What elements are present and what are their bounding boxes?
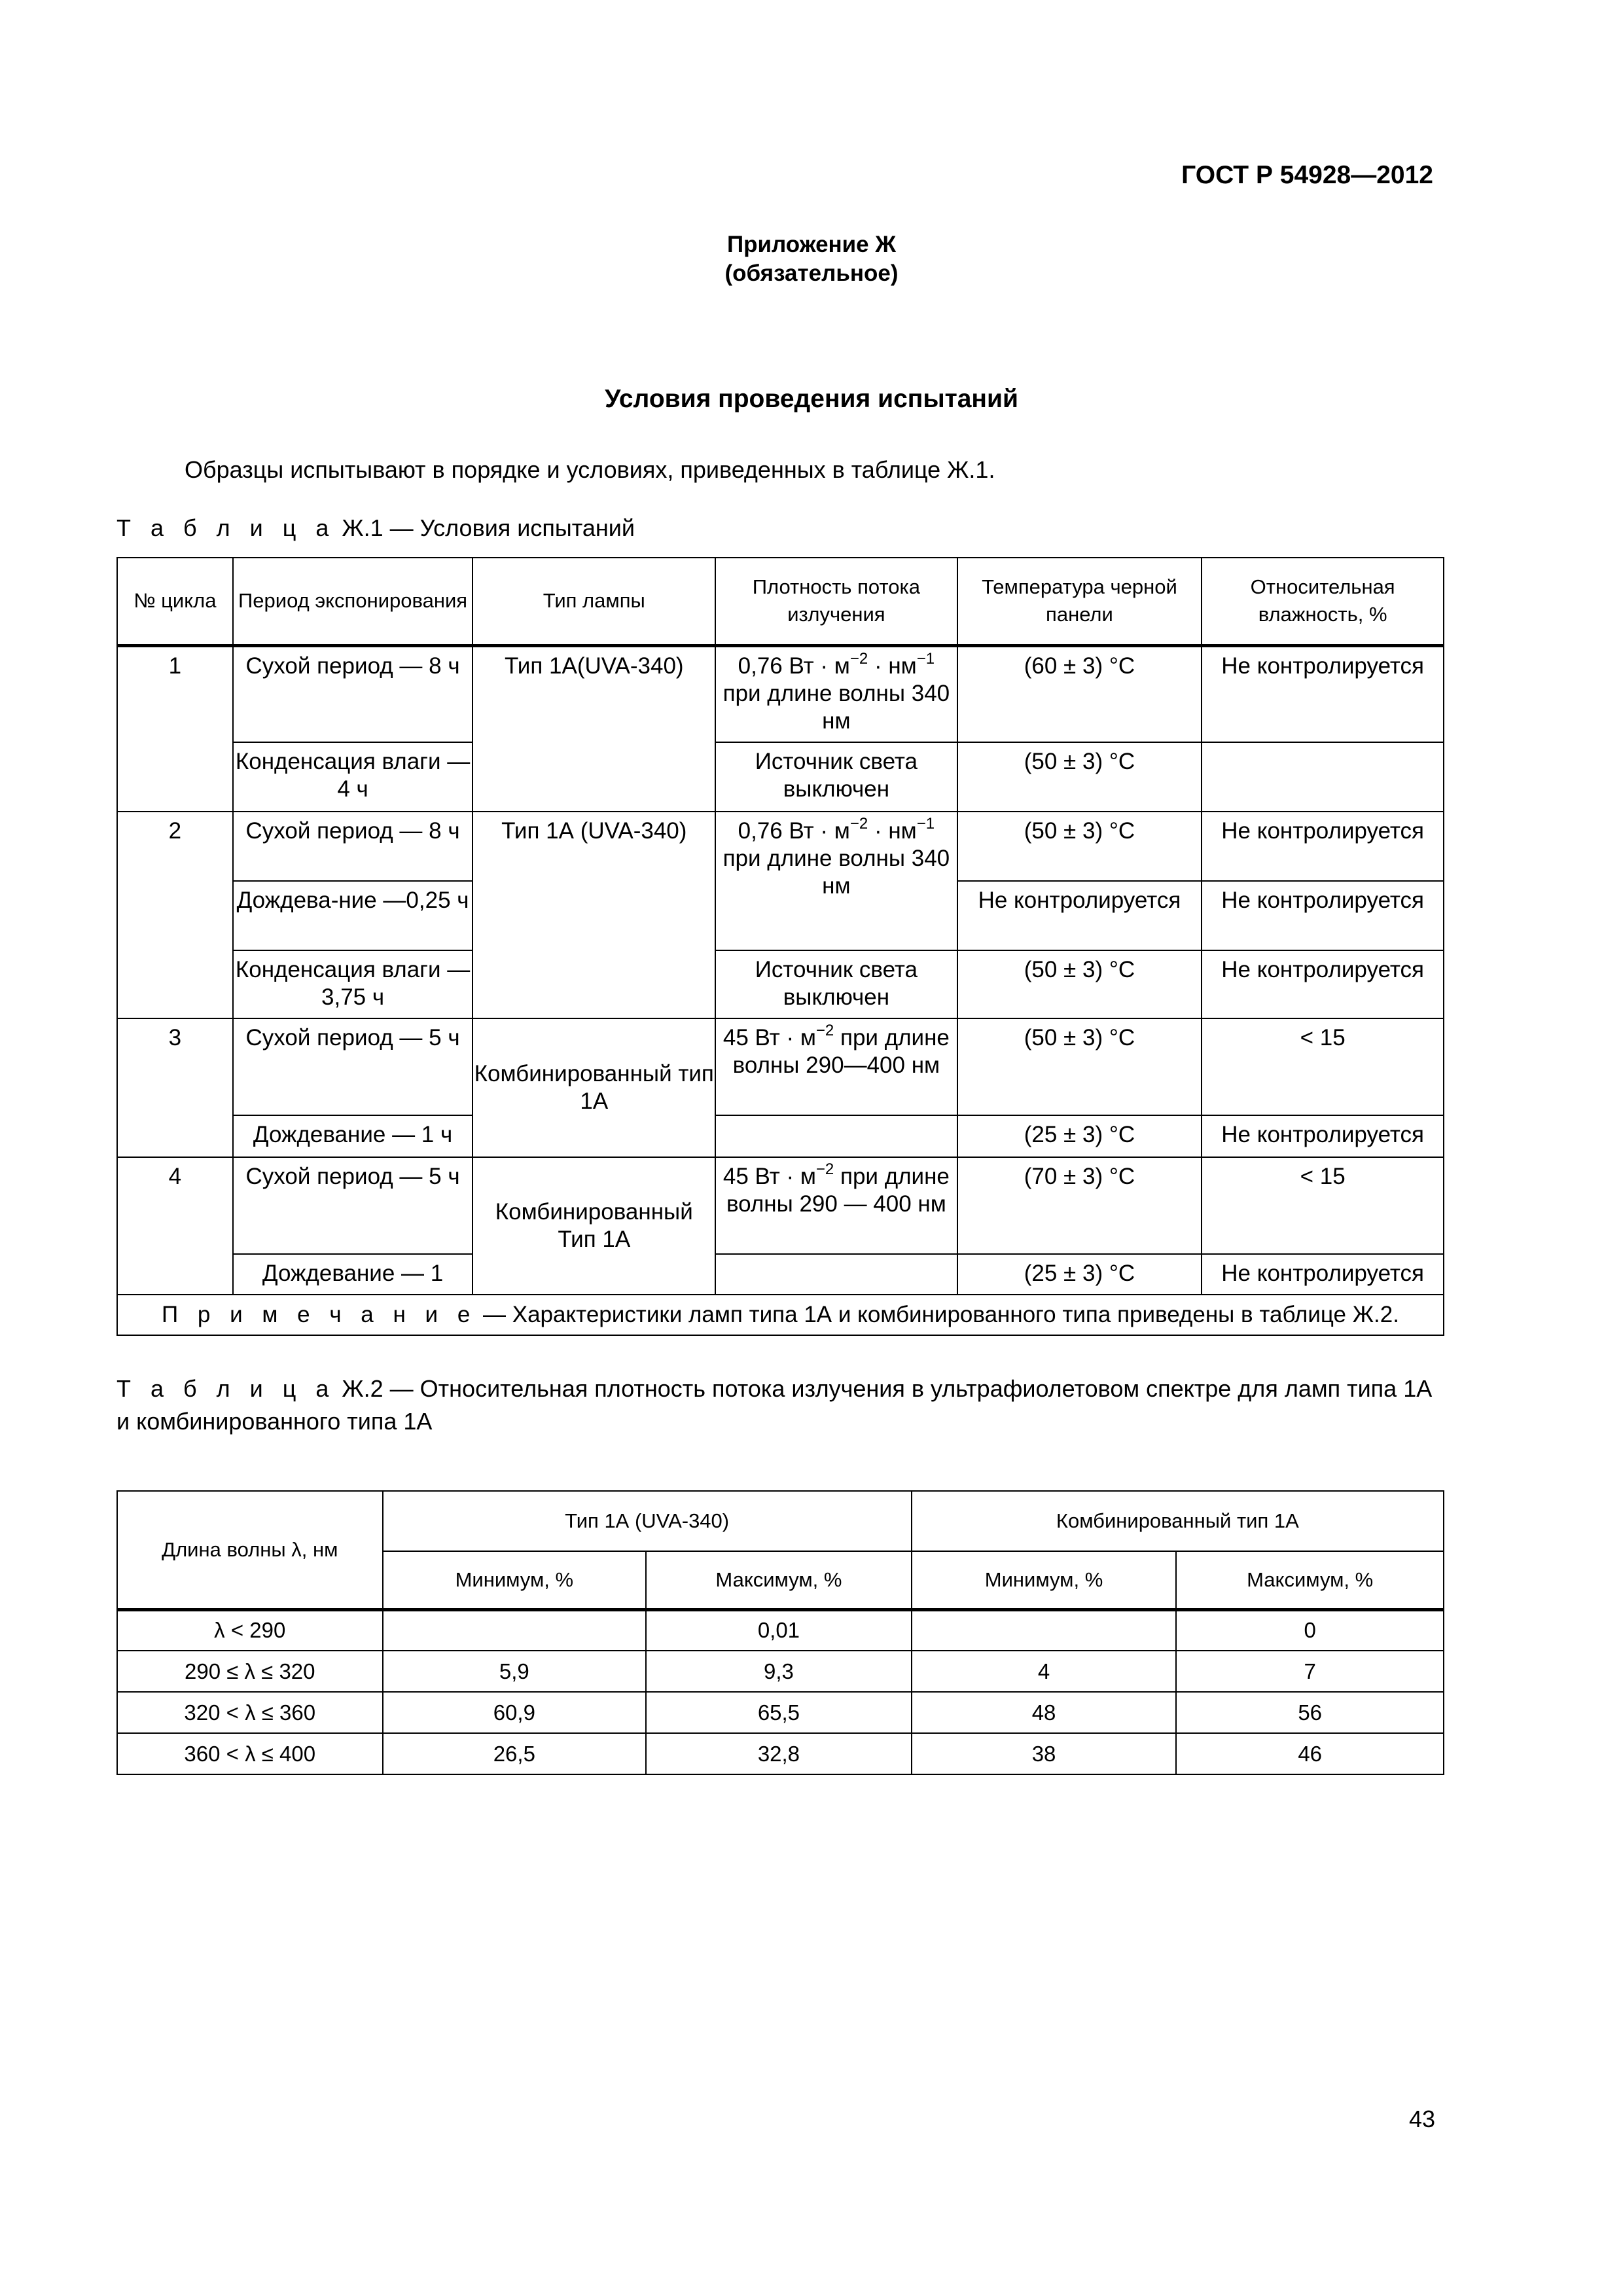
period-cell: Сухой период — 8 ч (233, 645, 473, 742)
table-row (117, 645, 1444, 742)
table2-caption-text: Ж.2 — Относительная плотность потока излучения в ультрафиолетовом спектре для ламп типа 1А и комбинированного типа 1А (116, 1375, 1433, 1435)
relative-flux-table (116, 1490, 1444, 1775)
table1-note (117, 1295, 1444, 1335)
combined-max: 7 (1176, 1651, 1444, 1692)
period-cell: Дождева-ние —0,25 ч (233, 881, 473, 950)
header-combined: Комбинированный тип 1А (912, 1491, 1444, 1551)
temperature-cell: (50 ± 3) °С (957, 1018, 1202, 1115)
flux-cell (715, 1254, 957, 1295)
table1-note-row (117, 1295, 1444, 1335)
table-row (117, 950, 1444, 1018)
table1-caption (116, 514, 635, 542)
period-cell: Дождевание — 1 ч (233, 1115, 473, 1157)
temperature-cell: (50 ± 3) °С (957, 950, 1202, 1018)
flux-unit: · нм (868, 818, 917, 844)
wavelength-range: λ < 290 (117, 1609, 383, 1651)
combined-max: 56 (1176, 1692, 1444, 1733)
lamp-cell: Комбинированный тип 1А (473, 1018, 715, 1157)
humidity-cell: < 15 (1202, 1157, 1444, 1254)
lamp-cell: Тип 1А (UVA-340) (473, 812, 715, 1018)
period-cell: Конденсация влаги — 4 ч (233, 742, 473, 812)
flux-value: 45 Вт · м (722, 1164, 816, 1189)
table-row (117, 1018, 1444, 1115)
flux-exponent: −1 (916, 815, 935, 833)
table-row (117, 1254, 1444, 1295)
flux-exponent: −2 (849, 649, 868, 668)
table-row (117, 1733, 1444, 1774)
annex-status: (обязательное) (724, 260, 899, 286)
intro-paragraph: Образцы испытывают в порядке и условиях, приведенных в таблице Ж.1. (185, 456, 995, 483)
cycle-number: 2 (117, 812, 233, 1018)
type1a-max: 0,01 (646, 1609, 912, 1651)
flux-cell (715, 1115, 957, 1157)
cycle-number: 4 (117, 1157, 233, 1295)
flux-unit: · нм (868, 653, 917, 679)
period-cell: Сухой период — 5 ч (233, 1018, 473, 1115)
table2-caption (116, 1372, 1445, 1438)
period-cell: Конденсация влаги — 3,75 ч (233, 950, 473, 1018)
header-wavelength: Длина волны λ, нм (117, 1491, 383, 1609)
humidity-cell: < 15 (1202, 1018, 1444, 1115)
temperature-cell: (50 ± 3) °С (957, 742, 1202, 812)
header-max: Максимум, % (646, 1551, 912, 1609)
type1a-min: 60,9 (383, 1692, 647, 1733)
humidity-cell: Не контролируется (1202, 950, 1444, 1018)
header-flux: Плотность потока излучения (715, 558, 957, 645)
flux-exponent: −1 (916, 649, 935, 668)
type1a-max: 9,3 (646, 1651, 912, 1692)
period-cell: Сухой период — 5 ч (233, 1157, 473, 1254)
type1a-min: 5,9 (383, 1651, 647, 1692)
table1-header-row (117, 558, 1444, 645)
type1a-min: 26,5 (383, 1733, 647, 1774)
table1-caption-text: Ж.1 — Условия испытаний (335, 514, 635, 541)
flux-wavelength: при длине волны 290—400 нм (732, 1025, 950, 1078)
flux-cell: Источник света выключен (715, 950, 957, 1018)
header-type1a: Тип 1А (UVA-340) (383, 1491, 912, 1551)
cycle-number: 1 (117, 645, 233, 812)
flux-value: 45 Вт · м (722, 1025, 816, 1050)
table-row (117, 812, 1444, 881)
humidity-cell: Не контролируется (1202, 812, 1444, 881)
header-lamp: Тип лампы (473, 558, 715, 645)
humidity-cell: Не контролируется (1202, 881, 1444, 950)
period-cell: Сухой период — 8 ч (233, 812, 473, 881)
table-row (117, 1115, 1444, 1157)
document-code: ГОСТ Р 54928—2012 (1181, 161, 1433, 189)
wavelength-range: 320 < λ ≤ 360 (117, 1692, 383, 1733)
table-row (117, 1157, 1444, 1254)
type1a-max: 65,5 (646, 1692, 912, 1733)
temperature-cell: (25 ± 3) °С (957, 1254, 1202, 1295)
header-period: Период экспонирования (233, 558, 473, 645)
combined-max: 46 (1176, 1733, 1444, 1774)
flux-cell: Источник света выключен (715, 742, 957, 812)
combined-min (912, 1609, 1177, 1651)
header-cycle: № цикла (117, 558, 233, 645)
temperature-cell: (70 ± 3) °С (957, 1157, 1202, 1254)
flux-exponent: −2 (849, 815, 868, 833)
table1-caption-prefix: Т а б л и ц а (116, 514, 336, 541)
temperature-cell: (50 ± 3) °С (957, 812, 1202, 881)
lamp-cell: Комбинированный Тип 1А (473, 1157, 715, 1295)
wavelength-range: 360 < λ ≤ 400 (117, 1733, 383, 1774)
temperature-cell: (25 ± 3) °С (957, 1115, 1202, 1157)
combined-min: 48 (912, 1692, 1177, 1733)
wavelength-range: 290 ≤ λ ≤ 320 (117, 1651, 383, 1692)
flux-wavelength: при длине волны 340 нм (722, 846, 950, 899)
header-min: Минимум, % (383, 1551, 647, 1609)
header-min: Минимум, % (912, 1551, 1177, 1609)
combined-min: 38 (912, 1733, 1177, 1774)
table-row (117, 1651, 1444, 1692)
table2-header-row (117, 1491, 1444, 1551)
humidity-cell: Не контролируется (1202, 645, 1444, 742)
header-humidity: Относительная влажность, % (1202, 558, 1444, 645)
flux-cell (715, 645, 957, 742)
type1a-min (383, 1609, 647, 1651)
flux-cell (715, 812, 957, 950)
section-heading: Условия проведения испытаний (605, 385, 1018, 413)
header-max: Максимум, % (1176, 1551, 1444, 1609)
lamp-cell: Тип 1А(UVA-340) (473, 645, 715, 812)
flux-value: 0,76 Вт · м (738, 818, 850, 844)
table-row (117, 1609, 1444, 1651)
table-row (117, 742, 1444, 812)
flux-value: 0,76 Вт · м (738, 653, 850, 679)
cycle-number: 3 (117, 1018, 233, 1157)
combined-min: 4 (912, 1651, 1177, 1692)
humidity-cell: Не контролируется (1202, 1254, 1444, 1295)
page-number: 43 (1408, 2106, 1435, 2132)
header-temperature: Температура черной панели (957, 558, 1202, 645)
flux-wavelength: при длине волны 340 нм (722, 680, 950, 734)
flux-cell (715, 1018, 957, 1115)
flux-wavelength: при длине волны 290 — 400 нм (726, 1164, 950, 1217)
test-conditions-table (116, 557, 1444, 1336)
flux-cell (715, 1157, 957, 1254)
period-cell: Дождевание — 1 (233, 1254, 473, 1295)
type1a-max: 32,8 (646, 1733, 912, 1774)
note-prefix: П р и м е ч а н и е (162, 1302, 477, 1327)
flux-exponent: −2 (815, 1160, 834, 1179)
table-row (117, 1692, 1444, 1733)
annex-title: Приложение Ж (726, 232, 897, 257)
humidity-cell: Не контролируется (1202, 1115, 1444, 1157)
table2-caption-prefix: Т а б л и ц а (116, 1375, 336, 1402)
combined-max: 0 (1176, 1609, 1444, 1651)
temperature-cell: Не контролируется (957, 881, 1202, 950)
note-text: — Характеристики ламп типа 1А и комбинированного типа приведены в таблице Ж.2. (476, 1302, 1399, 1327)
temperature-cell: (60 ± 3) °С (957, 645, 1202, 742)
flux-exponent: −2 (815, 1022, 834, 1040)
humidity-cell (1202, 742, 1444, 812)
